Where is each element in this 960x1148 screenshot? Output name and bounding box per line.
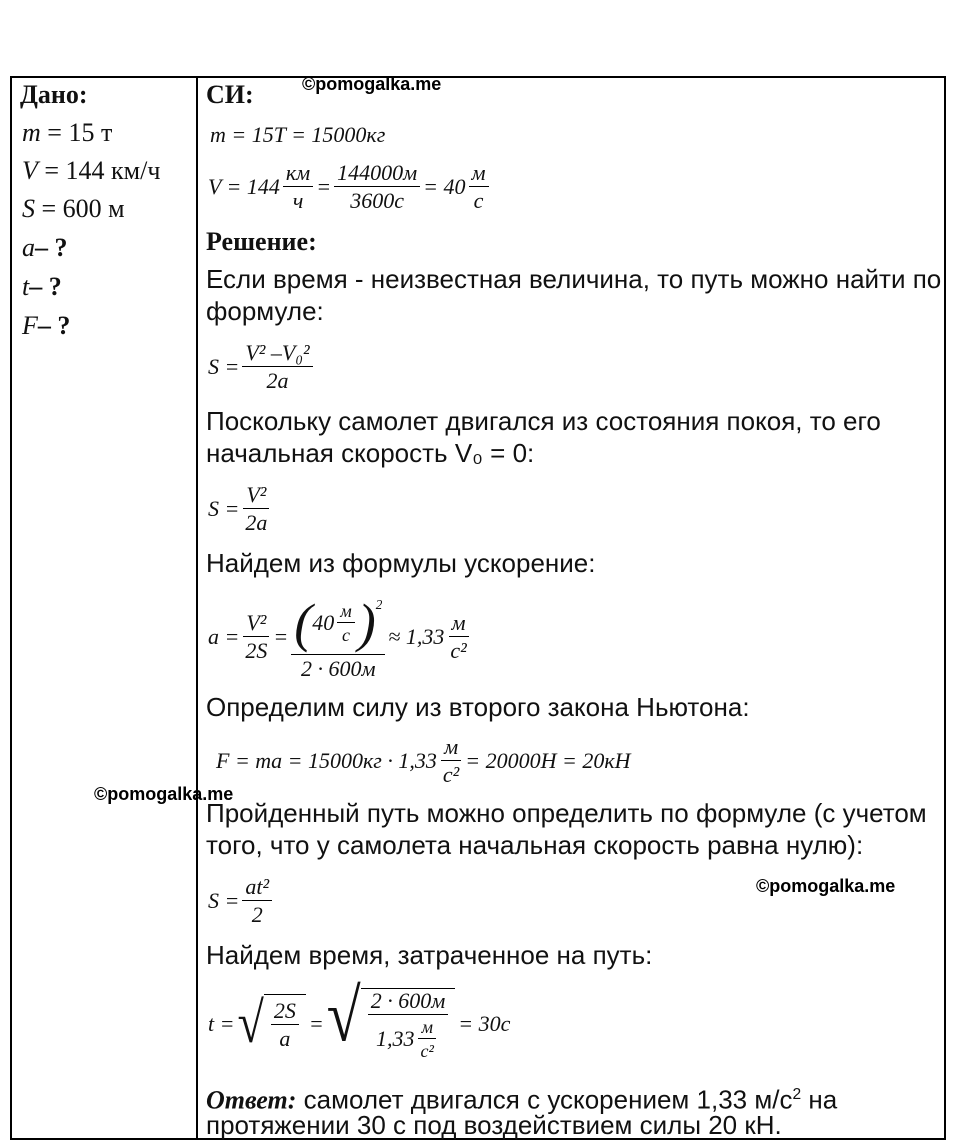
formula-time: t = √ $\frac{2S}{a}$ = √ 2 · 600м 1,33 $\frac{м}{\text{с²}}$ = 30с bbox=[208, 975, 511, 1061]
formula-distance-general: S = $\frac{\text{V² –V₀²}}{2a}$ bbox=[208, 336, 316, 398]
paragraph-2-line-1: Поскольку самолет двигался из состояния покоя, то его bbox=[206, 406, 881, 436]
given-heading: Дано: bbox=[20, 80, 88, 109]
solution-heading: Решение: bbox=[206, 227, 317, 256]
formula-force: F = ma = 15000кг · 1,33 $\frac{м}{\text{с²}}$ = 20000H = 20кH bbox=[216, 734, 631, 787]
si-speed-formula: V = 144 $\frac{км}{ч}$ = $\frac{144000м}{3600с}$ = 40 $\frac{м}{с}$ bbox=[208, 156, 492, 218]
paragraph-6: Найдем время, затраченное на путь: bbox=[206, 940, 653, 970]
paragraph-5-line-2: того, что у самолета начальная скорость равна нулю): bbox=[206, 830, 864, 860]
formula-acceleration: a = $\frac{\text{V²}}{2S}$ = ( 40 $\frac{м}{с}$ ) $^2$ 2 · 600м ≈ 1,33 $\frac{м}{\text{с²}}$ bbox=[208, 593, 467, 681]
paragraph-2-line-2: начальная скорость V₀ = 0: bbox=[206, 438, 535, 468]
si-heading: СИ: bbox=[206, 80, 254, 109]
given-mass: m = 15 т bbox=[22, 118, 113, 147]
unknown-force: F– ? bbox=[22, 311, 71, 340]
answer-line-1: Ответ: самолет двигался с ускорением 1,33 $м/с^2$ на bbox=[206, 1084, 838, 1115]
formula-distance-time: S = $\frac{\text{at²}}{2}$ bbox=[208, 870, 275, 932]
unknown-time: t– ? bbox=[22, 272, 62, 301]
si-mass: m = 15T = 15000кг bbox=[210, 122, 386, 147]
paragraph-1-line-2: формуле: bbox=[206, 296, 324, 326]
watermark-right: ©pomogalka.me bbox=[756, 876, 896, 896]
formula-distance-rest: S = $\frac{\text{V²}}{2a}$ bbox=[208, 478, 273, 540]
paragraph-4: Определим силу из второго закона Ньютона: bbox=[206, 692, 750, 722]
unknown-acceleration: a– ? bbox=[22, 233, 68, 262]
paragraph-3: Найдем из формулы ускорение: bbox=[206, 548, 596, 578]
column-divider bbox=[196, 76, 198, 1140]
given-speed: V = 144 км/ч bbox=[22, 156, 161, 185]
paragraph-1-line-1: Если время - неизвестная величина, то путь можно найти по bbox=[206, 264, 942, 294]
watermark-left: ©pomogalka.me bbox=[94, 784, 234, 804]
watermark-top: ©pomogalka.me bbox=[302, 74, 442, 94]
given-distance: S = 600 м bbox=[22, 194, 125, 223]
answer-line-2: протяжении 30 с под воздействием силы 20 кН. bbox=[206, 1110, 782, 1140]
paragraph-5-line-1: Пройденный путь можно определить по формуле (с учетом bbox=[206, 798, 927, 828]
